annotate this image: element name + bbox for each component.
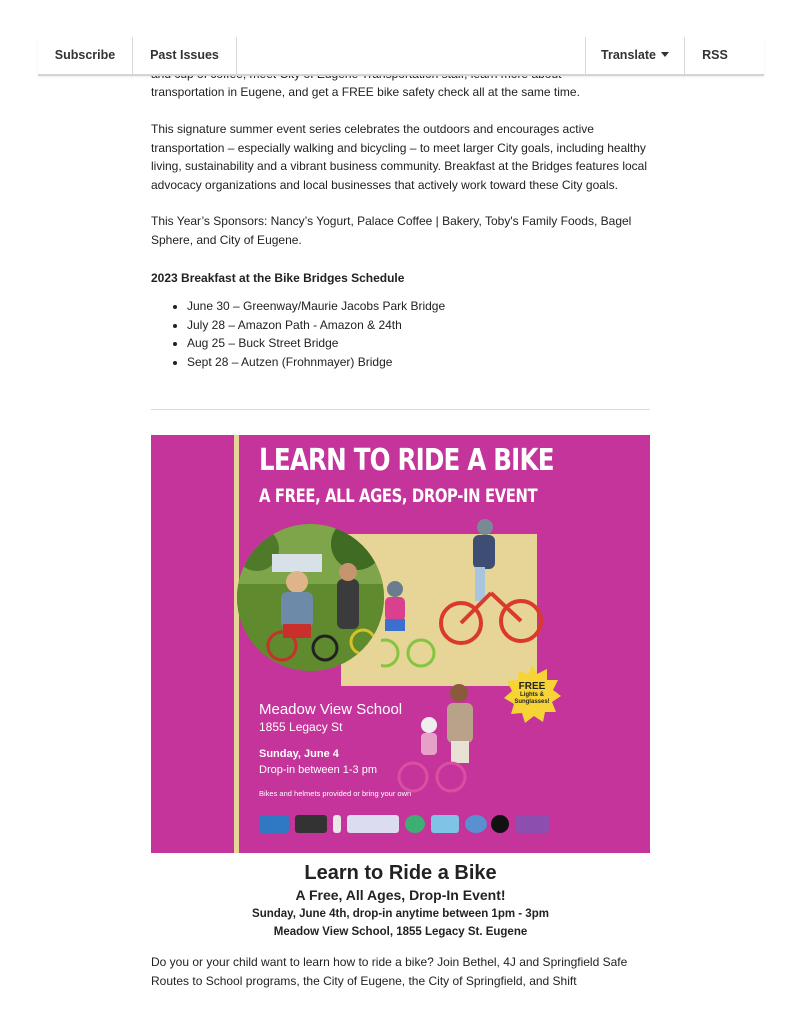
- poster-time: Drop-in between 1-3 pm: [259, 764, 378, 776]
- translate-dropdown[interactable]: [585, 37, 685, 74]
- poster-subtitle: A FREE, ALL AGES, DROP-IN EVENT: [259, 485, 538, 507]
- poster-date: Sunday, June 4: [259, 748, 339, 760]
- poster-accent-bar: [234, 435, 239, 853]
- 4j-logo: [333, 815, 341, 833]
- badge-line-1: FREE: [518, 681, 546, 692]
- schedule-list: [151, 297, 445, 372]
- translate-label: Translate: [601, 48, 656, 62]
- event-when: Sunday, June 4th, drop-in anytime between 1pm - 3pm: [252, 908, 549, 920]
- badge-line-3: Sunglasses!: [514, 699, 550, 705]
- schedule-item: • July 28 – Amazon Path - Amazon & 24th: [187, 316, 445, 335]
- shift-logo: [491, 815, 509, 833]
- intro-paragraph: transportation in Eugene, and get a FREE bike safety check all at the same time.: [151, 85, 580, 99]
- event-subheading: A Free, All Ages, Drop-In Event!: [295, 887, 506, 903]
- sponsors-paragraph: This Year’s Sponsors: Nancy’s Yogurt, Palace Coffee | Bakery, Toby's Family Foods, Bagel Sphere, and City of Eugene.: [151, 214, 632, 247]
- event-where: Meadow View School, 1855 Legacy St. Eugene: [273, 926, 528, 938]
- kids-photo: [237, 524, 384, 671]
- past-issues-link[interactable]: Past Issues: [133, 37, 237, 74]
- subscribe-link[interactable]: Subscribe: [38, 37, 133, 74]
- event-description: Do you or your child want to learn how to ride a bike? Join Bethel, 4J and Springfield Safe Routes to School programs, the City of Eugene, the City of Springfield, and Shift: [151, 955, 628, 988]
- poster-venue: Meadow View School: [259, 701, 403, 718]
- parks-logo: [431, 815, 459, 833]
- section-divider: [151, 409, 650, 410]
- bethel-logo: [295, 815, 327, 833]
- series-description: This signature summer event series celebrates the outdoors and encourages active transportation – especially walking and bicycling – to meet larger City goals, including healthy living, sustainability and a vibrant business community. Breakfast at the Bridges features local advocacy organizations and local businesses that actively work toward these City goals.: [151, 122, 648, 192]
- safe-routes-logo: [259, 815, 289, 833]
- cascadia-logo: [515, 815, 549, 833]
- poster-title: LEARN TO RIDE A BIKE: [259, 443, 554, 478]
- schedule-item: • June 30 – Greenway/Maurie Jacobs Park Bridge: [187, 297, 445, 316]
- free-badge: [503, 681, 561, 706]
- sponsor-logos: [259, 813, 559, 835]
- poster-address: 1855 Legacy St: [259, 720, 343, 734]
- event-heading: Learn to Ride a Bike: [304, 862, 497, 884]
- springfield-logo: [347, 815, 399, 833]
- eugene-logo: [405, 815, 425, 833]
- rss-link[interactable]: RSS: [702, 48, 728, 62]
- badge-line-2: Lights &: [520, 692, 544, 698]
- cyclists-illustration: [381, 515, 551, 795]
- top-navbar: [38, 37, 764, 76]
- lcog-logo: [465, 815, 487, 833]
- event-poster: [151, 435, 650, 853]
- schedule-item: • Aug 25 – Buck Street Bridge: [187, 334, 445, 353]
- schedule-title: 2023 Breakfast at the Bike Bridges Schedule: [151, 271, 405, 285]
- caret-down-icon: [661, 52, 669, 57]
- poster-note: Bikes and helmets provided or bring your own: [259, 789, 412, 798]
- schedule-item: • Sept 28 – Autzen (Frohnmayer) Bridge: [187, 353, 445, 372]
- kids-photo-illustration: [237, 524, 384, 671]
